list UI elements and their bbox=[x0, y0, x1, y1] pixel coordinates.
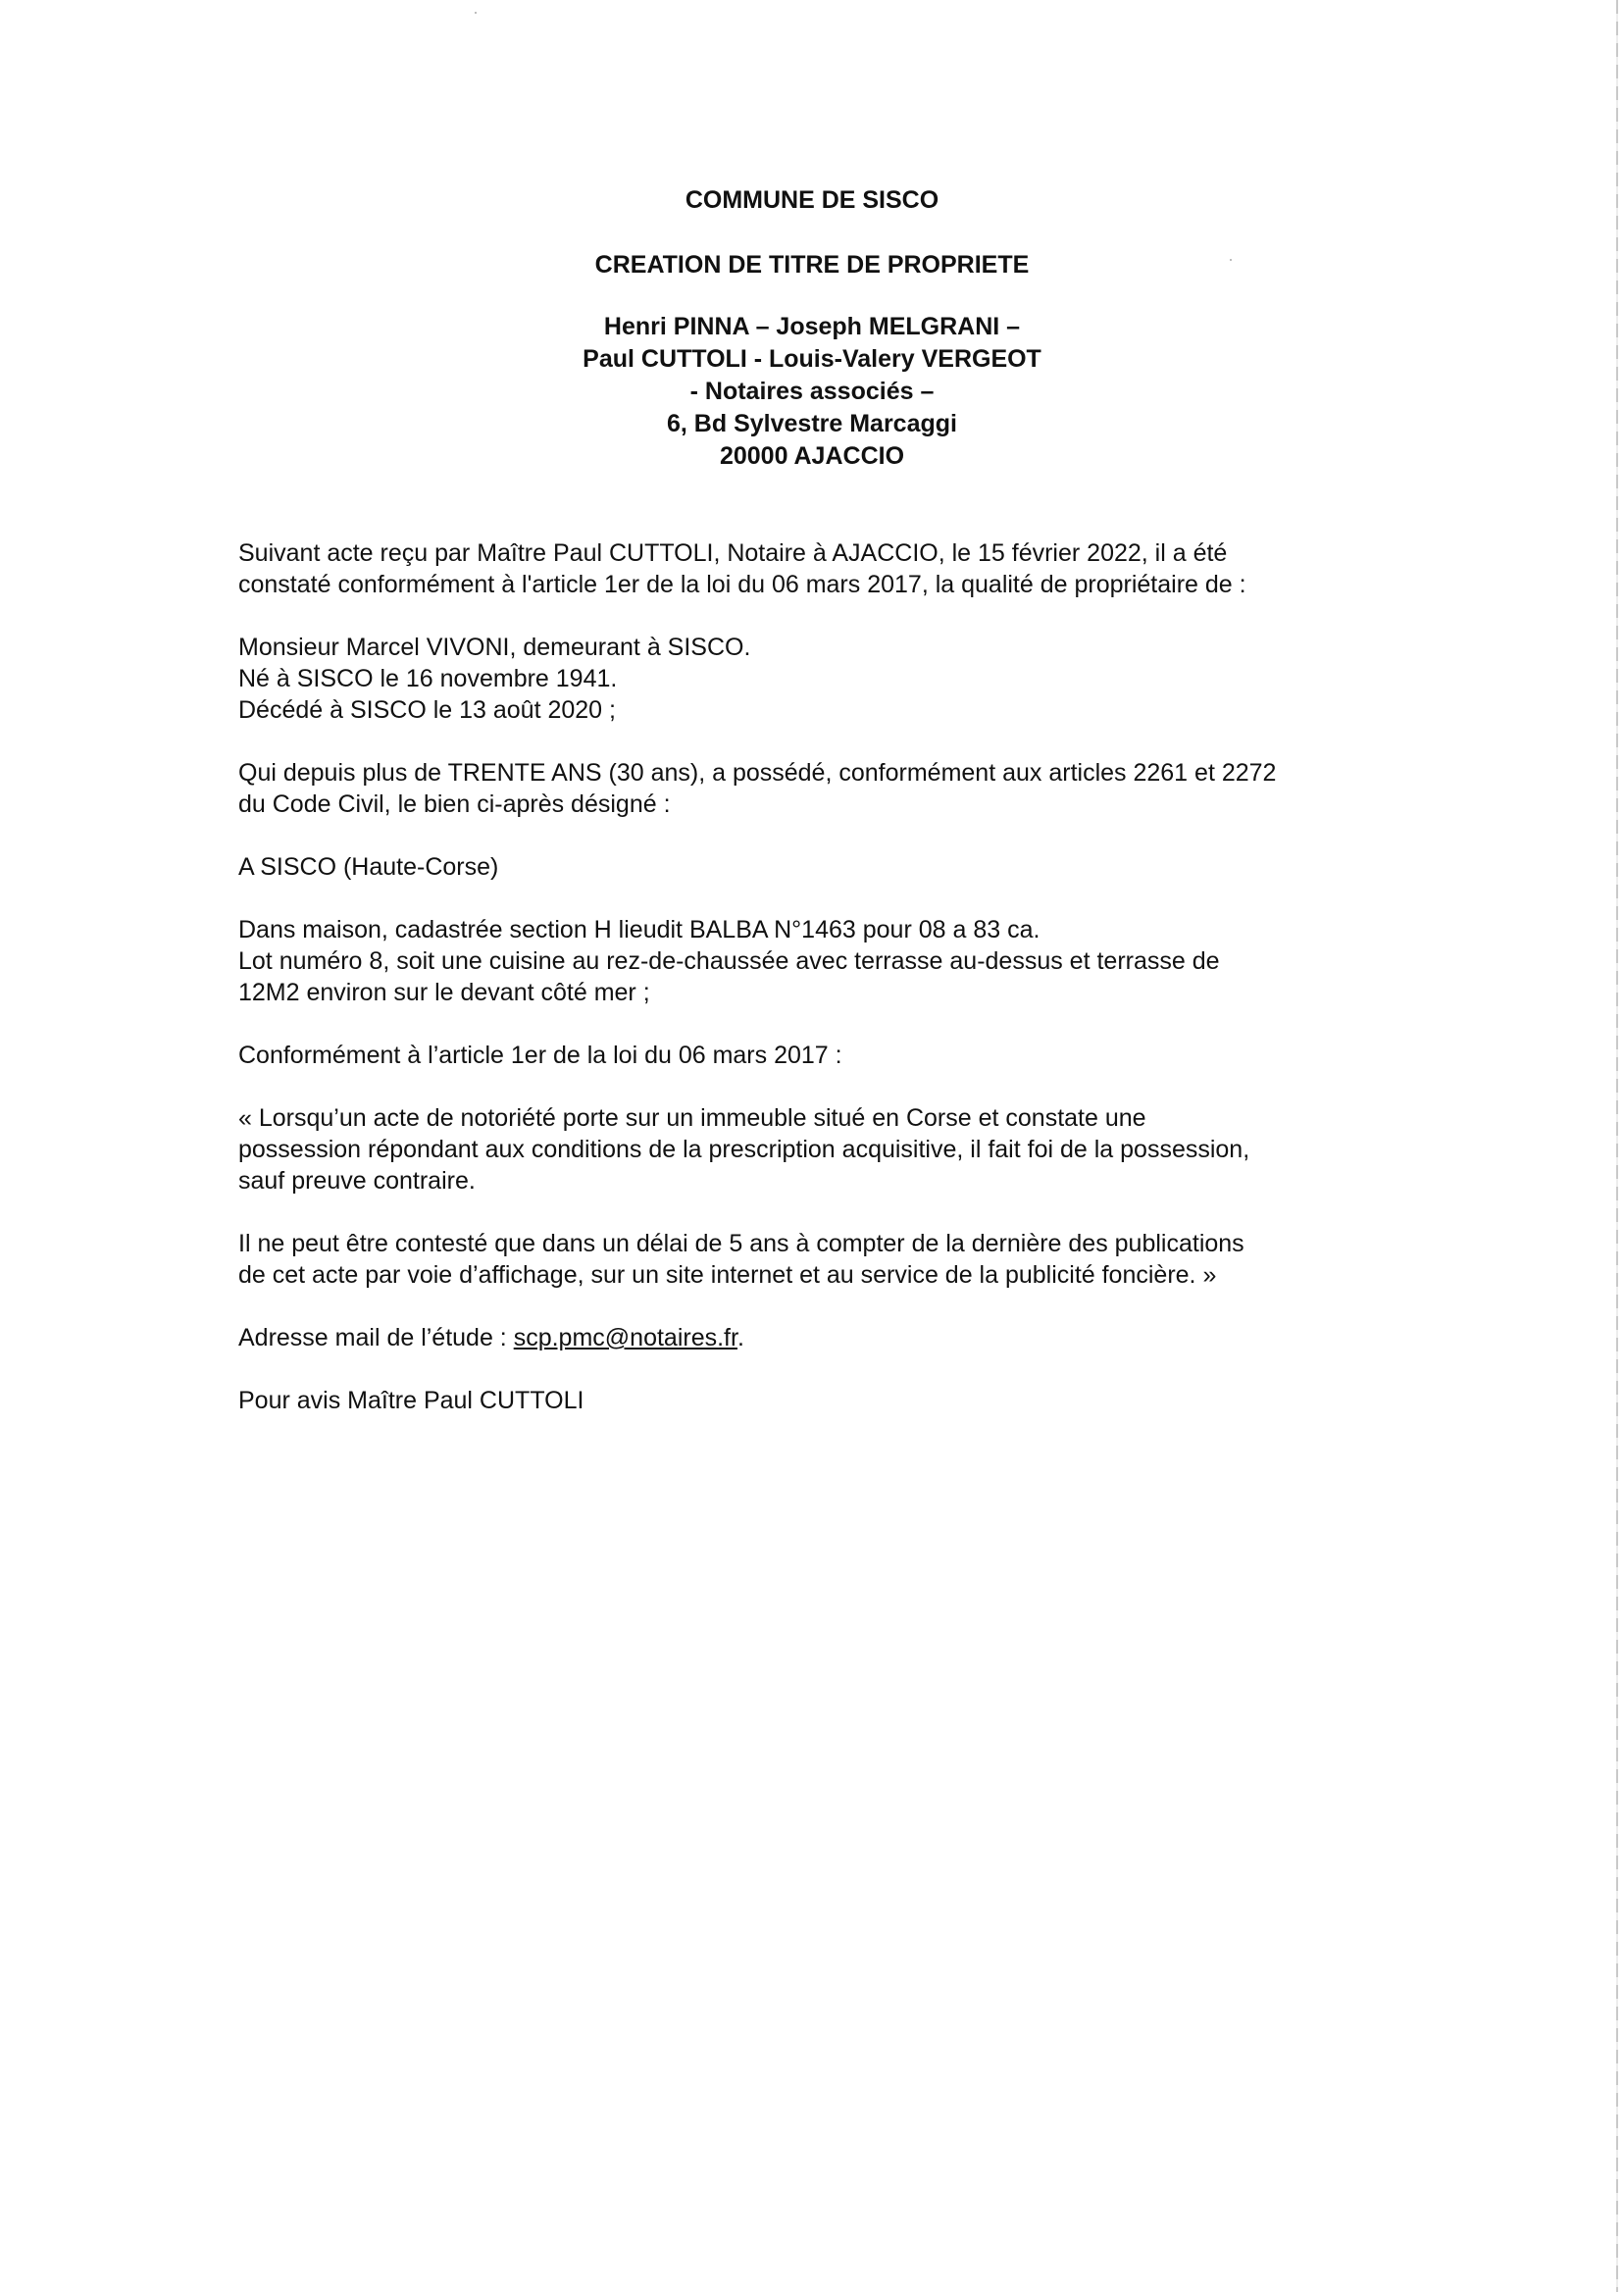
commune-heading: COMMUNE DE SISCO bbox=[685, 186, 939, 214]
law-quote-line: de cet acte par voie d’affichage, sur un site internet et au service de la publicité foncière. » bbox=[238, 1261, 1217, 1289]
law-intro-line: Conformément à l’article 1er de la loi du 06 mars 2017 : bbox=[238, 1042, 842, 1069]
email-suffix: . bbox=[736, 1324, 744, 1351]
email-paragraph bbox=[238, 1322, 1415, 1353]
signature-line: Pour avis Maître Paul CUTTOLI bbox=[238, 1387, 584, 1414]
law-quote-line: « Lorsqu’un acte de notoriété porte sur un immeuble situé en Corse et constate une bbox=[238, 1104, 1146, 1132]
address-street: 6, Bd Sylvestre Marcaggi bbox=[667, 410, 957, 437]
location-line: A SISCO (Haute-Corse) bbox=[238, 853, 499, 881]
scan-speck bbox=[475, 12, 477, 14]
signature-paragraph bbox=[238, 1385, 1415, 1416]
law-quote-line: Il ne peut être contesté que dans un délai de 5 ans à compter de la dernière des publications bbox=[238, 1230, 1244, 1257]
email-link[interactable]: scp.pmc@notaires.fr bbox=[513, 1324, 737, 1351]
property-paragraph bbox=[238, 914, 1415, 1008]
property-line: Lot numéro 8, soit une cuisine au rez-de-chaussée avec terrasse au-dessus et terrasse de bbox=[238, 947, 1220, 975]
notaries-role: - Notaires associés – bbox=[689, 378, 935, 405]
law-quote-paragraph bbox=[238, 1228, 1415, 1291]
law-intro-paragraph bbox=[238, 1040, 1415, 1071]
notary-block bbox=[0, 311, 1624, 473]
notaries-line: Henri PINNA – Joseph MELGRANI – bbox=[603, 313, 1021, 340]
property-line: Dans maison, cadastrée section H lieudit BALBA N°1463 pour 08 a 83 ca. bbox=[238, 916, 1040, 943]
notaries-line: Paul CUTTOLI - Louis-Valery VERGEOT bbox=[583, 345, 1041, 373]
law-quote-paragraph bbox=[238, 1102, 1415, 1197]
possession-line: du Code Civil, le bien ci-après désigné : bbox=[238, 790, 671, 818]
location-paragraph bbox=[238, 851, 1415, 883]
intro-line: Suivant acte reçu par Maître Paul CUTTOLI, Notaire à AJACCIO, le 15 février 2022, il a été bbox=[238, 539, 1228, 567]
law-quote-line: sauf preuve contraire. bbox=[238, 1167, 476, 1195]
document-body bbox=[238, 537, 1415, 1448]
owner-line: Décédé à SISCO le 13 août 2020 ; bbox=[238, 696, 616, 724]
possession-paragraph bbox=[238, 757, 1415, 820]
intro-paragraph bbox=[238, 537, 1415, 600]
address-city: 20000 AJACCIO bbox=[719, 442, 905, 470]
owner-line: Né à SISCO le 16 novembre 1941. bbox=[238, 665, 618, 692]
law-quote-line: possession répondant aux conditions de la prescription acquisitive, il fait foi de la possession, bbox=[238, 1136, 1250, 1163]
owner-paragraph bbox=[238, 632, 1415, 726]
intro-line: constaté conformément à l'article 1er de la loi du 06 mars 2017, la qualité de propriétaire de : bbox=[238, 571, 1246, 598]
owner-line: Monsieur Marcel VIVONI, demeurant à SISCO. bbox=[238, 634, 751, 661]
property-line: 12M2 environ sur le devant côté mer ; bbox=[238, 979, 650, 1006]
document-title: CREATION DE TITRE DE PROPRIETE bbox=[594, 251, 1030, 279]
possession-line: Qui depuis plus de TRENTE ANS (30 ans), a possédé, conformément aux articles 2261 et 2272 bbox=[238, 759, 1277, 787]
email-label: Adresse mail de l’étude : bbox=[238, 1324, 514, 1351]
